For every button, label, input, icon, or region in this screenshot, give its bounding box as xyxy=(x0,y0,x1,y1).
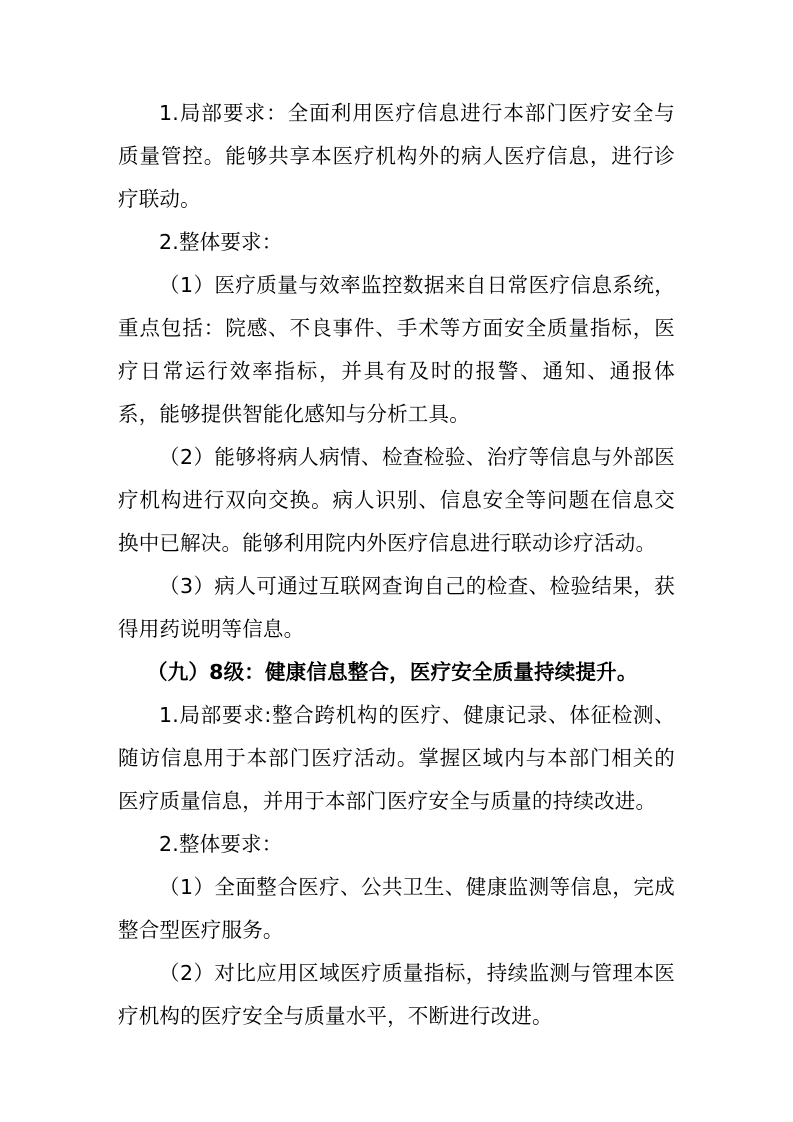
paragraph-item-2: （2）能够将病人病情、检查检验、治疗等信息与外部医疗机构进行双向交换。病人识别、信息安全等问题在信息交换中已解决。能够利用院内外医疗信息进行联动诊疗活动。 xyxy=(118,445,675,555)
document-body xyxy=(118,92,675,1038)
paragraph-item-4: （1）全面整合医疗、公共卫生、健康监测等信息，完成整合型医疗服务。 xyxy=(118,875,675,942)
paragraph-item-1: （1）医疗质量与效率监控数据来自日常医疗信息系统，重点包括：院感、不良事件、手术等方面安全质量指标，医疗日常运行效率指标，并具有及时的报警、通知、通报体系，能够提供智能化感知与分析工具。 xyxy=(118,273,675,426)
paragraph-overall-requirement-1: 2.整体要求： xyxy=(159,230,283,254)
paragraph-local-requirement-2: 1.局部要求:整合跨机构的医疗、健康记录、体征检测、随访信息用于本部门医疗活动。掌握区域内与本部门相关的医疗质量信息，并用于本部门医疗安全与质量的持续改进。 xyxy=(118,703,675,813)
paragraph-local-requirement-1: 1.局部要求：全面利用医疗信息进行本部门医疗安全与质量管控。能够共享本医疗机构外的病人医疗信息，进行诊疗联动。 xyxy=(118,101,675,211)
paragraph-item-5: （2）对比应用区域医疗质量指标，持续监测与管理本医疗机构的医疗安全与质量水平，不断进行改进。 xyxy=(118,961,675,1028)
section-heading-level-8: （九）8级：健康信息整合，医疗安全质量持续提升。 xyxy=(147,660,638,684)
paragraph-overall-requirement-2: 2.整体要求： xyxy=(159,832,283,856)
paragraph-item-3: （3）病人可通过互联网查询自己的检查、检验结果，获得用药说明等信息。 xyxy=(118,574,675,641)
